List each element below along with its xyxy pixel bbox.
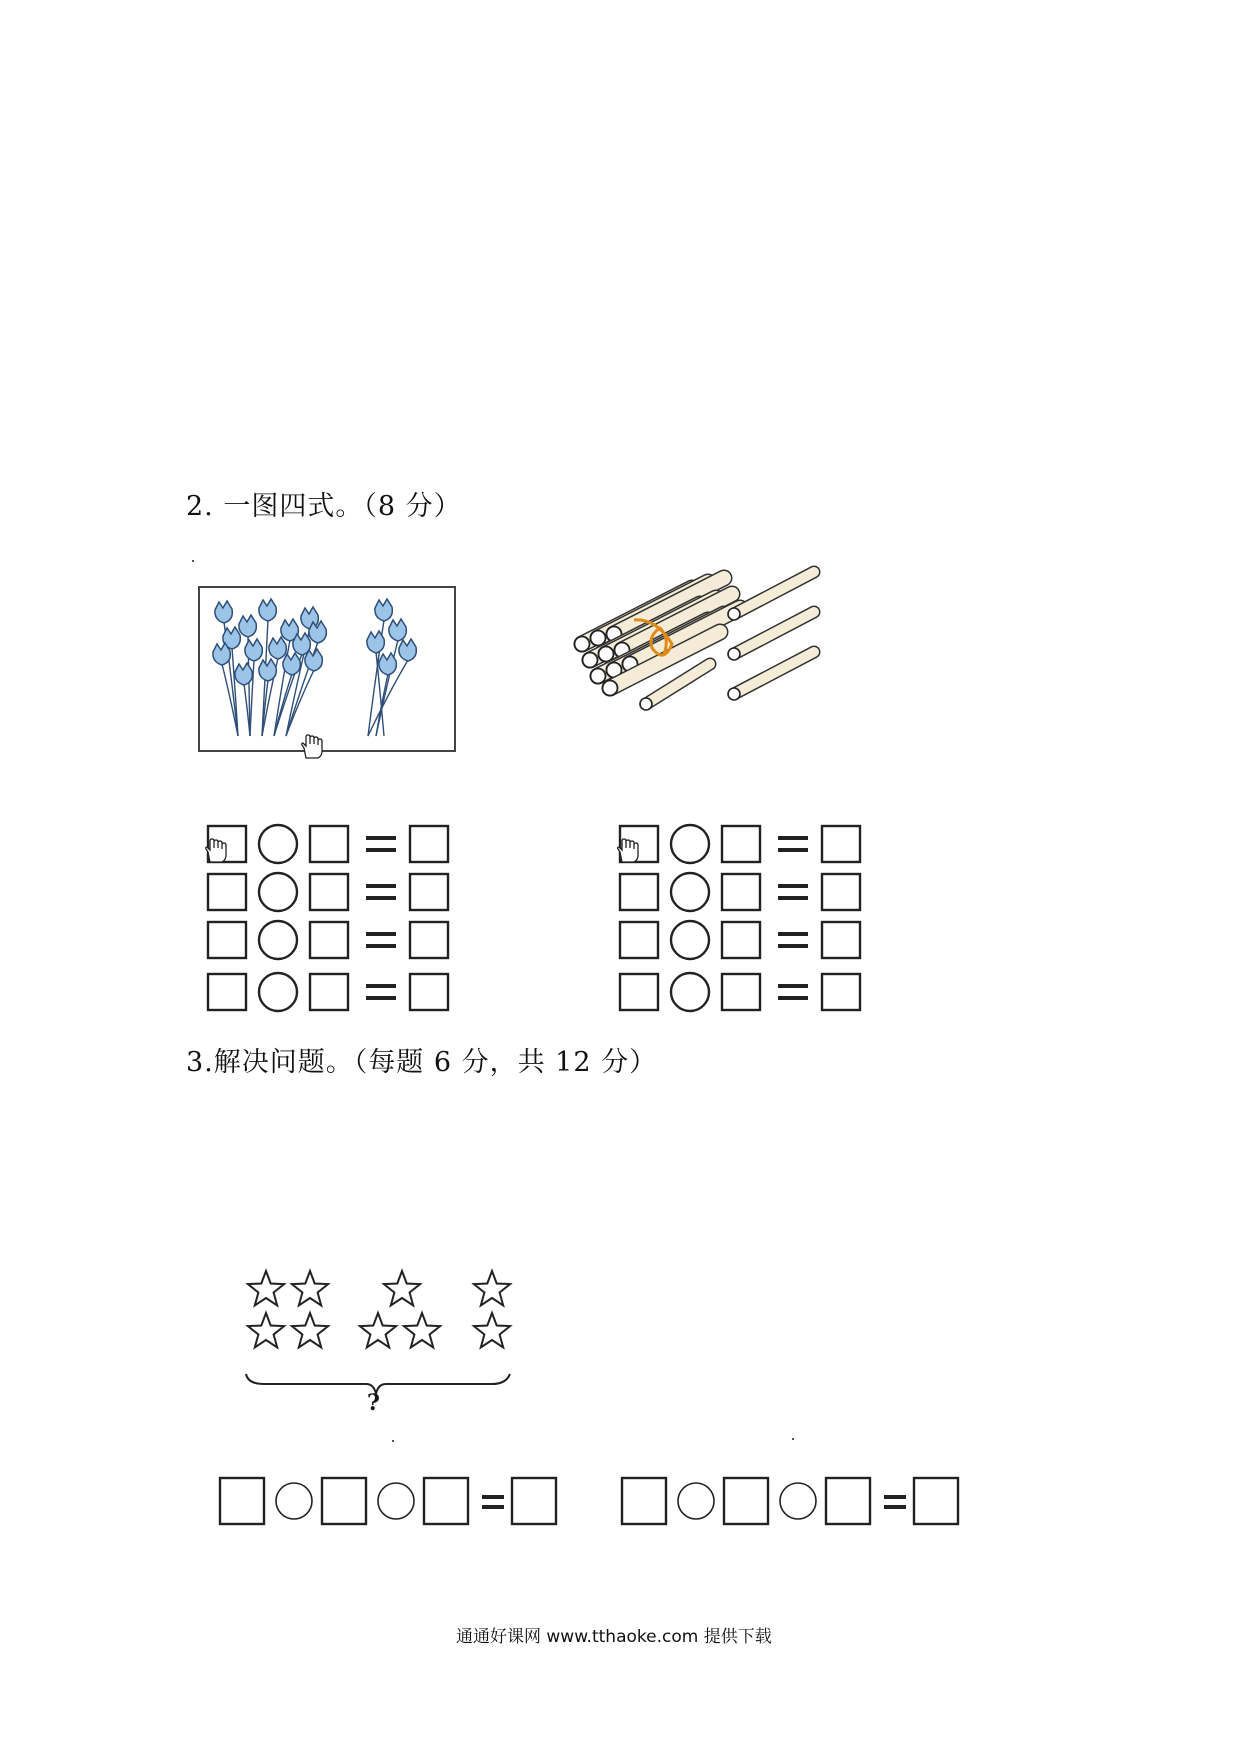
brace-question-mark: ? bbox=[367, 1390, 380, 1416]
equals-sign bbox=[778, 984, 808, 988]
equals-sign bbox=[482, 1495, 504, 1499]
operator-circle bbox=[259, 873, 297, 911]
answer-box bbox=[722, 874, 760, 910]
equation-row bbox=[208, 921, 448, 959]
answer-box bbox=[310, 922, 348, 958]
answer-box bbox=[512, 1478, 556, 1524]
answer-box bbox=[208, 974, 246, 1010]
equation-row bbox=[622, 1478, 958, 1524]
star bbox=[474, 1313, 510, 1347]
answer-box bbox=[722, 922, 760, 958]
answer-box bbox=[220, 1478, 264, 1524]
stray-dot bbox=[192, 560, 194, 562]
equals-sign bbox=[778, 884, 808, 888]
stray-dot bbox=[792, 1438, 794, 1440]
equation-row bbox=[620, 921, 860, 959]
answer-box bbox=[310, 974, 348, 1010]
star bbox=[248, 1271, 284, 1305]
equation-row bbox=[220, 1478, 556, 1524]
equation-row bbox=[208, 825, 448, 863]
section-2-heading: 2. 一图四式。（8 分） bbox=[186, 491, 462, 522]
answer-box bbox=[310, 874, 348, 910]
hand-cursor-icon bbox=[614, 838, 640, 864]
operator-circle bbox=[671, 825, 709, 863]
star bbox=[292, 1313, 328, 1347]
hand-cursor-icon bbox=[298, 734, 324, 760]
answer-box bbox=[822, 874, 860, 910]
answer-box bbox=[724, 1478, 768, 1524]
operator-circle bbox=[780, 1483, 816, 1519]
equals-sign bbox=[778, 896, 808, 900]
operator-circle bbox=[678, 1483, 714, 1519]
equals-sign bbox=[366, 932, 396, 936]
answer-box bbox=[620, 974, 658, 1010]
answer-box bbox=[410, 922, 448, 958]
answer-box bbox=[722, 974, 760, 1010]
footer-text: 通通好课网 www.tthaoke.com 提供下载 bbox=[456, 1627, 772, 1647]
equation-row bbox=[620, 873, 860, 911]
star bbox=[292, 1271, 328, 1305]
equation-row bbox=[208, 973, 448, 1011]
operator-circle bbox=[671, 921, 709, 959]
equals-sign bbox=[778, 848, 808, 852]
equation-group-left bbox=[200, 810, 470, 1020]
equals-sign bbox=[366, 996, 396, 1000]
equals-sign bbox=[366, 884, 396, 888]
answer-box bbox=[620, 922, 658, 958]
answer-box bbox=[410, 826, 448, 862]
loose-stick bbox=[728, 652, 814, 700]
operator-circle bbox=[259, 921, 297, 959]
tulip-flower bbox=[245, 639, 262, 736]
star bbox=[474, 1271, 510, 1305]
operator-circle bbox=[671, 873, 709, 911]
answer-box bbox=[622, 1478, 666, 1524]
operator-circle bbox=[259, 973, 297, 1011]
equals-sign bbox=[884, 1505, 906, 1509]
equals-sign bbox=[778, 932, 808, 936]
answer-box bbox=[322, 1478, 366, 1524]
answer-box bbox=[914, 1478, 958, 1524]
hand-cursor-icon bbox=[202, 838, 228, 864]
answer-box bbox=[620, 874, 658, 910]
equation-row bbox=[208, 873, 448, 911]
stars-picture bbox=[240, 1270, 530, 1440]
operator-circle bbox=[276, 1483, 312, 1519]
equals-sign bbox=[778, 996, 808, 1000]
answer-box bbox=[822, 974, 860, 1010]
tulip-flower bbox=[213, 643, 238, 736]
answer-box bbox=[208, 922, 246, 958]
stray-dot bbox=[392, 1440, 394, 1442]
answer-box bbox=[424, 1478, 468, 1524]
equals-sign bbox=[366, 848, 396, 852]
equals-sign bbox=[366, 836, 396, 840]
equals-sign bbox=[778, 836, 808, 840]
operator-circle bbox=[671, 973, 709, 1011]
equals-sign bbox=[366, 896, 396, 900]
answer-box bbox=[310, 826, 348, 862]
sticks-picture bbox=[560, 578, 900, 748]
star bbox=[248, 1313, 284, 1347]
star bbox=[360, 1313, 396, 1347]
equals-sign bbox=[778, 944, 808, 948]
tulip-flower bbox=[262, 637, 286, 736]
section-3-heading: 3.解决问题。（每题 6 分，共 12 分） bbox=[186, 1047, 658, 1078]
operator-circle bbox=[378, 1483, 414, 1519]
long-equation-right bbox=[620, 1474, 960, 1534]
equals-sign bbox=[482, 1505, 504, 1509]
tulip-flower bbox=[259, 659, 276, 736]
answer-box bbox=[822, 922, 860, 958]
star bbox=[384, 1271, 420, 1305]
answer-box bbox=[826, 1478, 870, 1524]
equation-row bbox=[620, 825, 860, 863]
answer-box bbox=[722, 826, 760, 862]
tulip-picture bbox=[198, 586, 458, 756]
equals-sign bbox=[366, 984, 396, 988]
equals-sign bbox=[366, 944, 396, 948]
tulip-flower bbox=[274, 619, 298, 736]
answer-box bbox=[208, 874, 246, 910]
star bbox=[404, 1313, 440, 1347]
operator-circle bbox=[259, 825, 297, 863]
answer-box bbox=[410, 974, 448, 1010]
long-equation-left bbox=[218, 1474, 558, 1534]
answer-box bbox=[822, 826, 860, 862]
equation-row bbox=[620, 973, 860, 1011]
equals-sign bbox=[884, 1495, 906, 1499]
answer-box bbox=[410, 874, 448, 910]
equation-group-right bbox=[612, 810, 882, 1020]
